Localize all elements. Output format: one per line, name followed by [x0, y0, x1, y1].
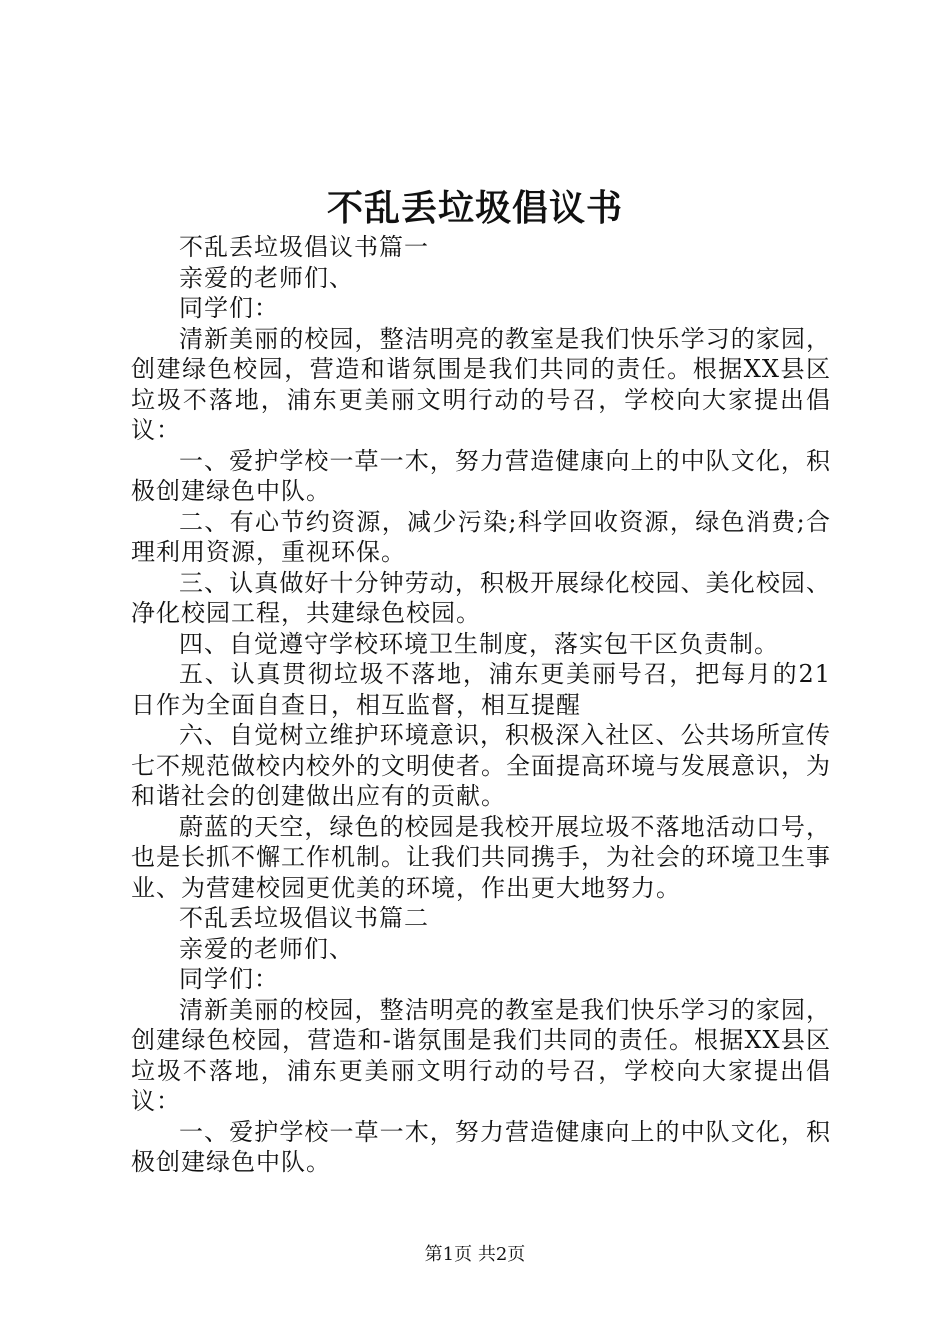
paragraph: 六、自觉树立维护环境意识，积极深入社区、公共场所宣传七不规范做校内校外的文明使者。全面提高环境与发展意识，为和谐社会的创建做出应有的贡献。: [131, 721, 831, 810]
paragraph: 清新美丽的校园，整洁明亮的教室是我们快乐学习的家园，创建绿色校园，营造和-谐氛围是我们共同的责任。根据XX县区垃圾不落地，浦东更美丽文明行动的号召，学校向大家提出倡议：: [131, 995, 831, 1115]
paragraph: 同学们：: [179, 965, 279, 993]
paragraph: 五、认真贯彻垃圾不落地，浦东更美丽号召，把每月的21日作为全面自查日，相互监督，相互提醒: [131, 660, 831, 719]
page-footer: 第1页 共2页: [424, 1244, 526, 1265]
document-body: [131, 232, 831, 1178]
paragraph: 四、自觉遵守学校环境卫生制度，落实包干区负责制。: [179, 629, 779, 658]
paragraph: 清新美丽的校园，整洁明亮的教室是我们快乐学习的家园，创建绿色校园，营造和谐氛围是我们共同的责任。根据XX县区垃圾不落地，浦东更美丽文明行动的号召，学校向大家提出倡议：: [131, 324, 831, 444]
paragraph: 亲爱的老师们、: [179, 934, 354, 963]
paragraph: 一、爱护学校一草一木，努力营造健康向上的中队文化，积极创建绿色中队。: [131, 1117, 831, 1176]
paragraph: 不乱丢垃圾倡议书篇一: [179, 233, 429, 261]
paragraph: 同学们：: [179, 294, 279, 322]
paragraph: 不乱丢垃圾倡议书篇二: [179, 904, 429, 932]
paragraph: 二、有心节约资源，减少污染;科学回收资源，绿色消费;合理利用资源，重视环保。: [131, 507, 831, 566]
paragraph: 三、认真做好十分钟劳动，积极开展绿化校园、美化校园、净化校园工程，共建绿色校园。: [131, 568, 831, 627]
paragraph: 蔚蓝的天空，绿色的校园是我校开展垃圾不落地活动口号，也是长抓不懈工作机制。让我们共同携手，为社会的环境卫生事业、为营建校园更优美的环境，作出更大地努力。: [131, 812, 831, 902]
page-title: 不乱丢垃圾倡议书: [326, 187, 623, 229]
paragraph: 亲爱的老师们、: [179, 263, 354, 292]
paragraph: 一、爱护学校一草一木，努力营造健康向上的中队文化，积极创建绿色中队。: [131, 446, 831, 505]
